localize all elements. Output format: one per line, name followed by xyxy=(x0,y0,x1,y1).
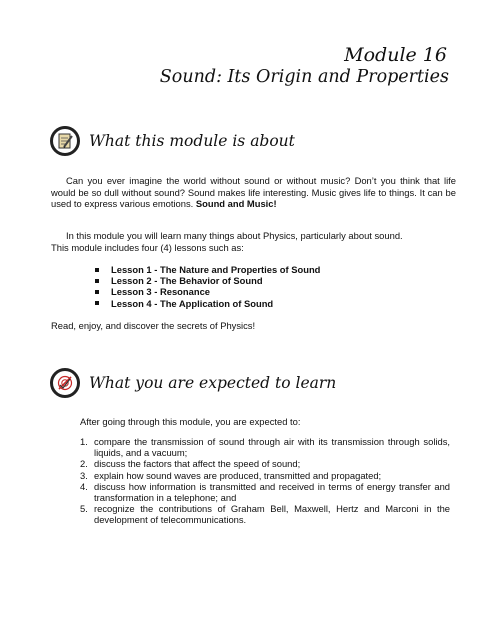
intro-emphasis: Sound and Music! xyxy=(195,198,277,210)
item-number: 4. xyxy=(80,480,88,492)
item-text: explain how sound waves are produced, transmitted and propagated; xyxy=(94,469,382,481)
item-number: 5. xyxy=(80,503,88,515)
intro-text: Can you ever imagine the world without sound or without music? Don’t you think that life would be so dull without sound? Sound makes life interesting. Music gives life to things. It can be used to express various emotions. xyxy=(51,175,456,210)
module-subtitle: Sound: Its Origin and Properties xyxy=(159,67,449,87)
lesson-label: Lesson 2 - The Behavior of Sound xyxy=(111,275,263,287)
list-item xyxy=(95,264,320,275)
lesson-label: Lesson 1 - The Nature and Properties of Sound xyxy=(111,264,321,275)
list-item xyxy=(95,298,320,309)
lesson-label: Lesson 3 - Resonance xyxy=(111,286,210,298)
learn-line-1: In this module you will learn many things about Physics, particularly about sound. xyxy=(66,230,403,241)
list-item xyxy=(95,286,320,297)
list-item xyxy=(80,436,450,458)
item-text: discuss the factors that affect the speed of sound; xyxy=(94,458,301,470)
pencil-paper-icon xyxy=(50,126,80,156)
objectives-list xyxy=(80,436,450,526)
list-item xyxy=(95,275,320,286)
target-check-icon xyxy=(50,368,80,398)
about-section-heading xyxy=(50,126,295,156)
item-text: recognize the contributions of Graham Bell, Maxwell, Hertz and Marconi in the development of telecommunications. xyxy=(94,503,450,526)
lessons-list xyxy=(95,264,320,309)
list-item xyxy=(80,470,450,481)
learn-line-2: This module includes four (4) lessons such as: xyxy=(51,242,244,253)
closing-line: Read, enjoy, and discover the secrets of Physics! xyxy=(51,320,256,331)
about-heading-text: What this module is about xyxy=(89,132,295,150)
expected-heading-text: What you are expected to learn xyxy=(89,374,337,392)
item-number: 2. xyxy=(80,458,88,470)
expected-section-heading xyxy=(50,368,336,398)
bullet-icon xyxy=(95,290,99,294)
expected-intro: After going through this module, you are expected to: xyxy=(80,416,301,427)
lesson-label: Lesson 4 - The Application of Sound xyxy=(111,297,274,309)
bullet-icon xyxy=(95,268,99,272)
list-item xyxy=(80,458,450,469)
module-title: Module 16 xyxy=(344,44,447,66)
item-number: 3. xyxy=(80,469,88,481)
item-number: 1. xyxy=(80,436,88,447)
item-text: discuss how information is transmitted and received in terms of energy transfer and transformation in a telephone; and xyxy=(94,480,450,504)
bullet-icon xyxy=(95,301,99,305)
list-item xyxy=(80,503,450,525)
item-text: compare the transmission of sound through air with its transmission through solids, liquids, and a vacuum; xyxy=(94,436,450,459)
list-item xyxy=(80,481,450,503)
intro-paragraph xyxy=(51,175,456,210)
bullet-icon xyxy=(95,279,99,283)
